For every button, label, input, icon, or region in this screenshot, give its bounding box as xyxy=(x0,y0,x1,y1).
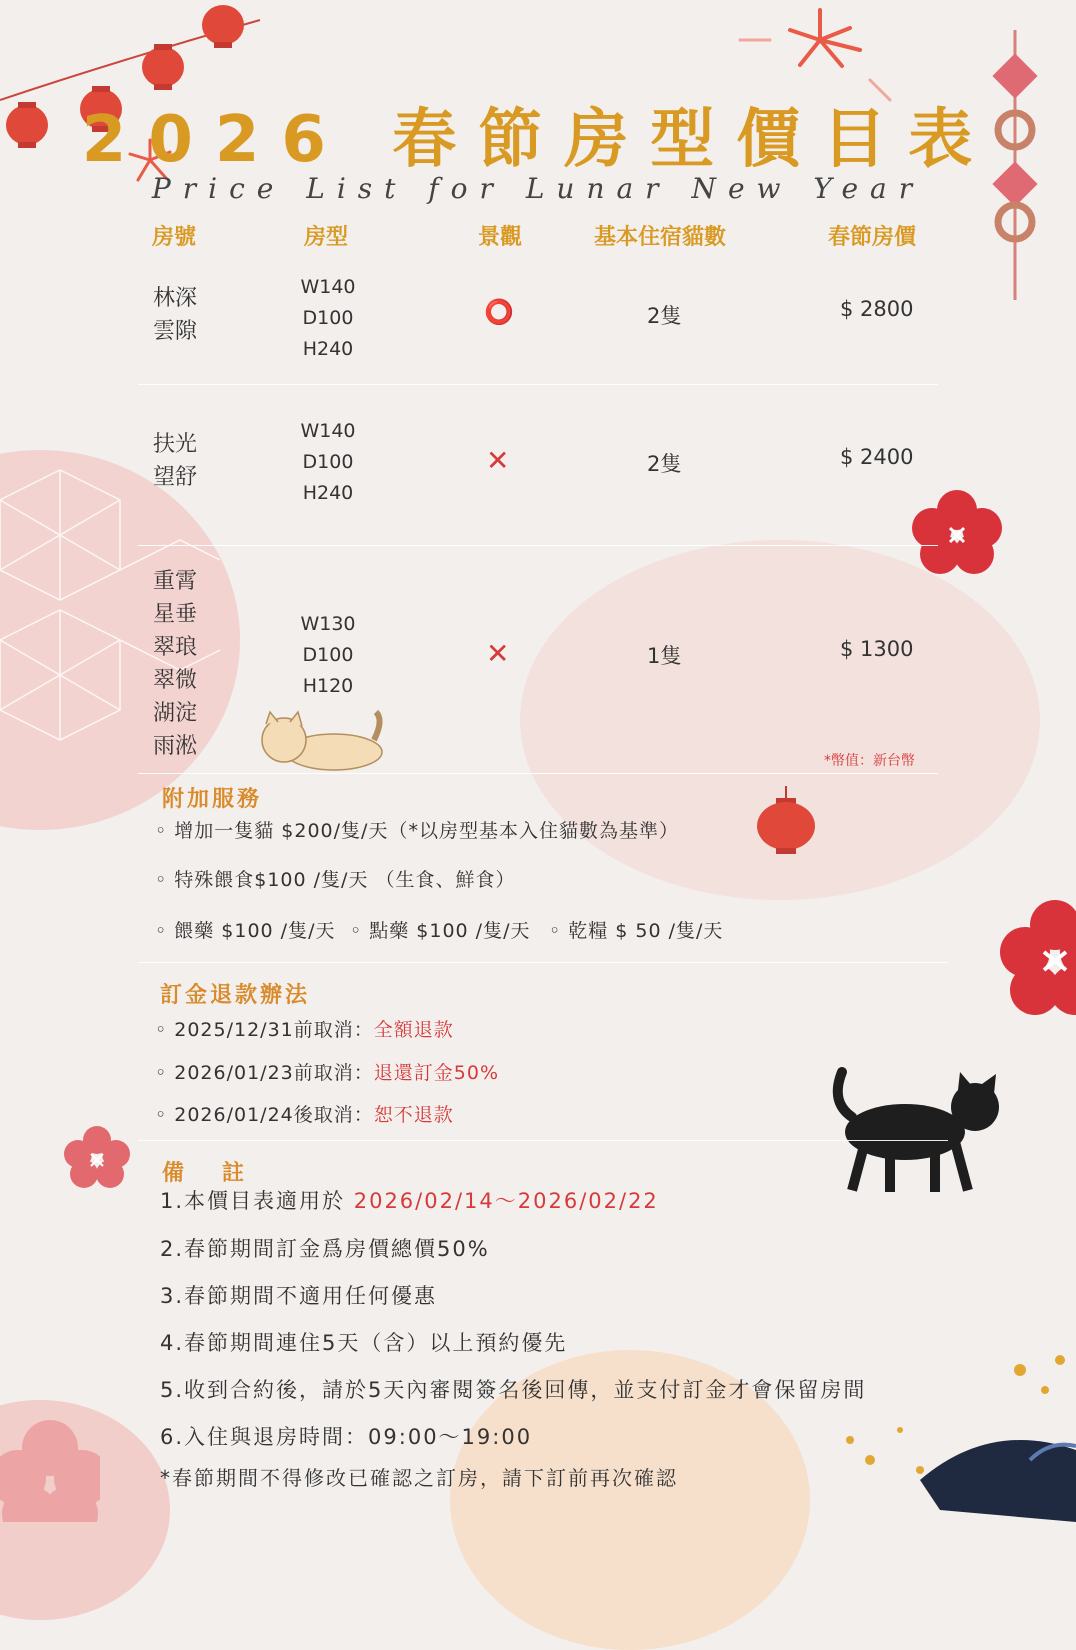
gold-flakes xyxy=(830,1340,1070,1490)
addon-extra-cat: ◦ 增加一隻貓 $200/隻/天（*以房型基本入住貓數為基準） xyxy=(155,820,679,842)
note-2: 2.春節期間訂金爲房價總價50% xyxy=(160,1237,490,1261)
dim-depth: D100 xyxy=(302,307,354,329)
addon-topical-medication: ◦ 點藥 $100 /隻/天 xyxy=(350,920,531,942)
cat-icon xyxy=(830,1062,1010,1202)
header-room-number: 房號 xyxy=(152,225,197,250)
lantern-icon xyxy=(200,0,246,50)
dim-width: W130 xyxy=(300,613,356,635)
row-divider xyxy=(138,545,938,546)
dim-depth: D100 xyxy=(302,644,354,666)
row-divider xyxy=(138,384,938,385)
room-name: 星垂 xyxy=(153,602,198,627)
base-cats: 1隻 xyxy=(647,644,682,668)
note-3: 3.春節期間不適用任何優惠 xyxy=(160,1284,438,1308)
room-dimensions xyxy=(288,272,368,365)
row-divider xyxy=(138,773,938,774)
room-dimensions xyxy=(288,609,368,702)
header-room-type: 房型 xyxy=(304,225,349,250)
plum-blossom-icon xyxy=(1000,900,1076,1030)
section-divider xyxy=(138,1140,948,1141)
dim-width: W140 xyxy=(300,276,356,298)
view-no-icon: ✕ xyxy=(486,444,510,477)
booking-warning: *春節期間不得修改已確認之訂房，請下訂前再次確認 xyxy=(160,1466,678,1490)
view-no-icon: ✕ xyxy=(486,637,510,670)
refund-item xyxy=(155,1015,454,1042)
refund-deadline: ◦ 2025/12/31前取消： xyxy=(155,1019,374,1041)
addon-dry-food: ◦ 乾糧 $ 50 /隻/天 xyxy=(549,920,724,942)
price: $ 1300 xyxy=(840,637,914,661)
room-name: 重霄 xyxy=(153,569,198,594)
refund-title: 訂金退款辦法 xyxy=(160,983,311,1008)
refund-item xyxy=(155,1100,454,1127)
room-name: 湖淀 xyxy=(153,701,198,726)
view-yes-icon: ⭕ xyxy=(484,298,514,326)
room-name: 望舒 xyxy=(153,465,198,490)
addons-title: 附加服務 xyxy=(162,787,263,812)
room-name: 扶光 xyxy=(153,432,198,457)
dim-depth: D100 xyxy=(302,451,354,473)
refund-deadline: ◦ 2026/01/23前取消： xyxy=(155,1062,374,1084)
dim-height: H240 xyxy=(302,338,354,360)
base-cats: 2隻 xyxy=(647,304,682,328)
note-text: 1.本價目表適用於 xyxy=(160,1189,354,1213)
currency-note: *幣值：新台幣 xyxy=(824,753,915,769)
addon-special-feeding: ◦ 特殊餵食$100 /隻/天 （生食、鮮食） xyxy=(155,869,516,891)
room-name: 林深 xyxy=(153,286,198,311)
plum-blossom-icon xyxy=(0,1418,100,1522)
header-view: 景觀 xyxy=(478,225,523,250)
dim-width: W140 xyxy=(300,420,356,442)
lantern-icon xyxy=(140,42,186,92)
room-names xyxy=(153,282,197,348)
note-4: 4.春節期間連住5天（含）以上預約優先 xyxy=(160,1331,568,1355)
room-dimensions xyxy=(288,416,368,509)
room-name: 雲隙 xyxy=(153,319,198,344)
dim-height: H120 xyxy=(302,675,354,697)
refund-item xyxy=(155,1058,499,1085)
notes-title: 備 註 xyxy=(162,1161,253,1186)
room-name: 翠微 xyxy=(153,668,198,693)
price: $ 2400 xyxy=(840,445,914,469)
note-date-range: 2026/02/14～2026/02/22 xyxy=(353,1189,659,1213)
header-price: 春節房價 xyxy=(828,225,917,250)
plum-blossom-icon xyxy=(912,490,1002,576)
refund-amount: 退還訂金50% xyxy=(373,1062,499,1084)
refund-amount: 恕不退款 xyxy=(373,1104,454,1126)
lantern-icon xyxy=(755,786,817,862)
page-subtitle: Price List for Lunar New Year xyxy=(151,172,925,205)
note-5: 5.收到合約後，請於5天內審閱簽名後回傳，並支付訂金才會保留房間 xyxy=(160,1378,867,1402)
room-name: 雨淞 xyxy=(153,734,198,759)
room-names xyxy=(153,428,197,494)
room-names xyxy=(153,565,197,763)
price: $ 2800 xyxy=(840,297,914,321)
plum-blossom-icon xyxy=(64,1126,130,1192)
note-1 xyxy=(160,1185,659,1215)
refund-deadline: ◦ 2026/01/24後取消： xyxy=(155,1104,374,1126)
base-cats: 2隻 xyxy=(647,452,682,476)
cat-icon xyxy=(244,710,394,776)
section-divider xyxy=(138,962,948,963)
addon-oral-medication: ◦ 餵藥 $100 /隻/天 xyxy=(155,920,336,942)
room-name: 翠琅 xyxy=(153,635,198,660)
dim-height: H240 xyxy=(302,482,354,504)
header-base-cats: 基本住宿貓數 xyxy=(594,225,727,250)
refund-amount: 全額退款 xyxy=(373,1019,454,1041)
note-6: 6.入住與退房時間：09:00～19:00 xyxy=(160,1425,533,1449)
page-title: 2026 春節房型價目表 xyxy=(81,103,995,177)
